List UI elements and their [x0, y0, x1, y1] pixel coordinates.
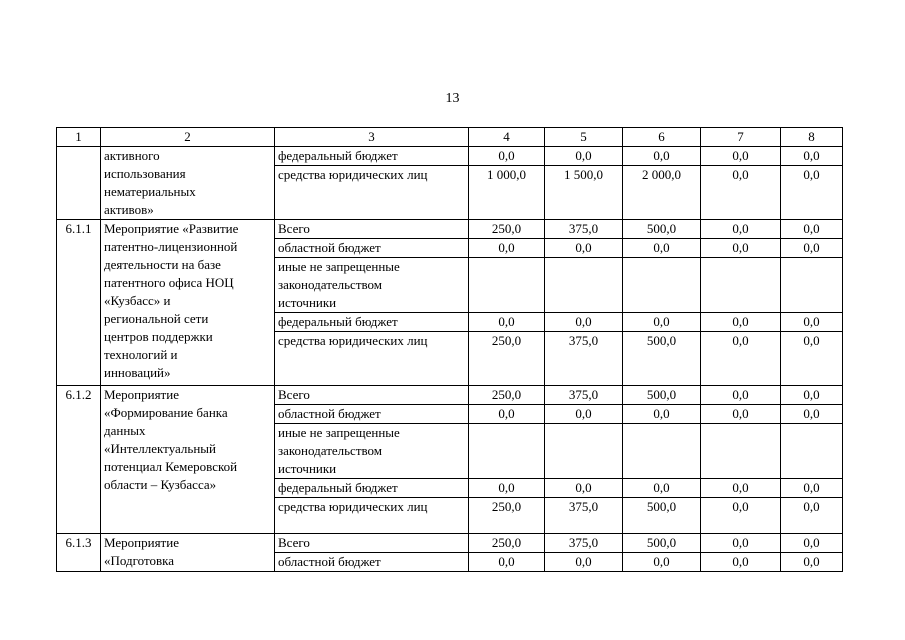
- funding-source: областной бюджет: [275, 553, 469, 572]
- header-cell: 2: [101, 128, 275, 147]
- value-cell: 250,0: [469, 220, 545, 239]
- value-cell: 0,0: [545, 147, 623, 166]
- funding-source: областной бюджет: [275, 239, 469, 258]
- value-cell: 500,0: [623, 220, 701, 239]
- value-cell: 0,0: [781, 479, 843, 498]
- value-cell: 0,0: [701, 166, 781, 220]
- funding-source: Всего: [275, 534, 469, 553]
- value-cell: 500,0: [623, 332, 701, 386]
- value-cell: 0,0: [545, 405, 623, 424]
- table-row: [57, 386, 843, 405]
- funding-source: иные не запрещенные законодательством источники: [275, 424, 469, 479]
- funding-source: Всего: [275, 220, 469, 239]
- table-row: [57, 534, 843, 553]
- value-cell: 0,0: [623, 147, 701, 166]
- header-row: [57, 128, 843, 147]
- value-cell: [545, 258, 623, 313]
- value-cell: [701, 258, 781, 313]
- item-number: [57, 147, 101, 220]
- value-cell: 0,0: [701, 553, 781, 572]
- value-cell: [545, 424, 623, 479]
- value-cell: 0,0: [781, 498, 843, 534]
- value-cell: 250,0: [469, 386, 545, 405]
- funding-source: федеральный бюджет: [275, 313, 469, 332]
- value-cell: 1 500,0: [545, 166, 623, 220]
- value-cell: 0,0: [701, 386, 781, 405]
- value-cell: 0,0: [701, 498, 781, 534]
- value-cell: 0,0: [781, 386, 843, 405]
- value-cell: 0,0: [701, 239, 781, 258]
- value-cell: 0,0: [701, 313, 781, 332]
- value-cell: [469, 258, 545, 313]
- value-cell: [781, 424, 843, 479]
- budget-table: [56, 127, 843, 572]
- funding-source: иные не запрещенные законодательством источники: [275, 258, 469, 313]
- item-name: активного использования нематериальных активов»: [101, 147, 275, 220]
- value-cell: 0,0: [781, 147, 843, 166]
- value-cell: 0,0: [545, 313, 623, 332]
- funding-source: средства юридических лиц: [275, 498, 469, 534]
- header-cell: 3: [275, 128, 469, 147]
- value-cell: 500,0: [623, 534, 701, 553]
- value-cell: 0,0: [469, 405, 545, 424]
- value-cell: 0,0: [545, 553, 623, 572]
- value-cell: 250,0: [469, 498, 545, 534]
- value-cell: [623, 424, 701, 479]
- funding-source: федеральный бюджет: [275, 147, 469, 166]
- value-cell: 0,0: [623, 313, 701, 332]
- funding-source: средства юридических лиц: [275, 332, 469, 386]
- value-cell: 0,0: [545, 479, 623, 498]
- item-number: 6.1.1: [57, 220, 101, 386]
- value-cell: 0,0: [701, 332, 781, 386]
- funding-source: средства юридических лиц: [275, 166, 469, 220]
- value-cell: 0,0: [781, 553, 843, 572]
- value-cell: 1 000,0: [469, 166, 545, 220]
- value-cell: 0,0: [781, 239, 843, 258]
- value-cell: 0,0: [623, 405, 701, 424]
- value-cell: 375,0: [545, 534, 623, 553]
- value-cell: 0,0: [781, 405, 843, 424]
- item-name: Мероприятие «Подготовка: [101, 534, 275, 572]
- value-cell: 0,0: [469, 313, 545, 332]
- value-cell: 500,0: [623, 386, 701, 405]
- value-cell: 0,0: [781, 166, 843, 220]
- value-cell: 0,0: [469, 479, 545, 498]
- value-cell: 250,0: [469, 332, 545, 386]
- value-cell: 0,0: [701, 220, 781, 239]
- value-cell: 0,0: [701, 405, 781, 424]
- header-cell: 8: [781, 128, 843, 147]
- value-cell: 0,0: [545, 239, 623, 258]
- value-cell: 2 000,0: [623, 166, 701, 220]
- value-cell: 375,0: [545, 332, 623, 386]
- value-cell: [701, 424, 781, 479]
- funding-source: Всего: [275, 386, 469, 405]
- value-cell: 0,0: [469, 239, 545, 258]
- page-number: 13: [445, 91, 460, 106]
- item-name: Мероприятие «Развитие патентно-лицензионной деятельности на базе патентного офиса НОЦ «Кузбасс» и региональной сети центров поддержки технологий и инноваций»: [101, 220, 275, 386]
- value-cell: 0,0: [781, 332, 843, 386]
- value-cell: 0,0: [781, 534, 843, 553]
- item-name: Мероприятие «Формирование банка данных «Интеллектуальный потенциал Кемеровской области – Кузбасса»: [101, 386, 275, 534]
- value-cell: 375,0: [545, 498, 623, 534]
- funding-source: федеральный бюджет: [275, 479, 469, 498]
- value-cell: 375,0: [545, 386, 623, 405]
- value-cell: 0,0: [701, 479, 781, 498]
- value-cell: [781, 258, 843, 313]
- value-cell: 250,0: [469, 534, 545, 553]
- header-cell: 7: [701, 128, 781, 147]
- item-number: 6.1.3: [57, 534, 101, 572]
- value-cell: 375,0: [545, 220, 623, 239]
- item-number: 6.1.2: [57, 386, 101, 534]
- value-cell: [469, 424, 545, 479]
- header-cell: 5: [545, 128, 623, 147]
- value-cell: 0,0: [781, 313, 843, 332]
- value-cell: [623, 258, 701, 313]
- value-cell: 0,0: [623, 553, 701, 572]
- table-row: [57, 147, 843, 166]
- value-cell: 0,0: [701, 534, 781, 553]
- value-cell: 0,0: [623, 239, 701, 258]
- header-cell: 4: [469, 128, 545, 147]
- value-cell: 0,0: [469, 147, 545, 166]
- table-row: [57, 220, 843, 239]
- header-cell: 1: [57, 128, 101, 147]
- value-cell: 500,0: [623, 498, 701, 534]
- funding-source: областной бюджет: [275, 405, 469, 424]
- value-cell: 0,0: [469, 553, 545, 572]
- value-cell: 0,0: [701, 147, 781, 166]
- header-cell: 6: [623, 128, 701, 147]
- value-cell: 0,0: [623, 479, 701, 498]
- value-cell: 0,0: [781, 220, 843, 239]
